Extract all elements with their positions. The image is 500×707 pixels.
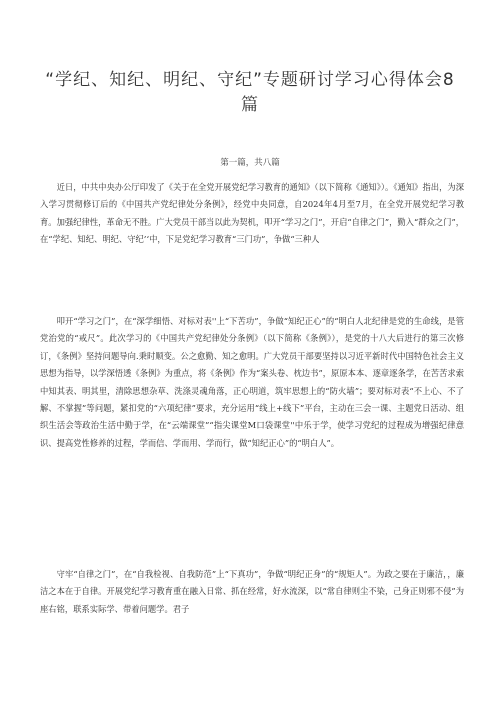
paragraph-intro: 近日，中共中央办公厅印发了《关于在全党开展党纪学习教育的通知》（以下简称《通知》）。《通知》指出，为深入学习贯彻修订后的《中国共产党纪律处分条例》，经党中央同意，自2024年4月至7月，在全党开展党纪学习教育。加强纪律性，革命无不胜。广大党员干部当以此为契机，叩开“学习之门”，开启“自律之门”，勤入“群众之门”，在“学纪、知纪、明纪、守纪’‘中，下足党纪学习教育“三门功”，争做“三种人 — [40, 182, 464, 245]
paragraph-self-discipline-gate: 守牢“自律之门”，在“自我检视、自我防范”上“下真功”，争做“明纪正身”的“规矩人”。为政之要在于廉洁，，廉洁之本在于自律。开展党纪学习教育重在融入日常、抓在经常，好水流深，以“常自律则尘不染，己身正则邪不侵”为座右铭，联系实际学、带着问题学。君子 — [40, 569, 464, 614]
paragraph-study-gate: 叩开“学习之门”，在“深学细悟、对标对表''上“下苦功”，争做“知纪正心”的“明白人北纪律是党的生命线，是管党治党的“戒尺”。此次学习的《中国共产党纪律处分条例》（以下简称《条例》），是党的十八大后进行的第三次修订，《条例》坚持问题导向.秉时顺变。公之愈勤、知之愈明。广大党员干部要坚持以习近平新时代中国特色社会主义思想为指导，以学深悟透《条例》为重点，将《条例》作为“案头卷、枕边书”，原原本本、逐章逐条学，在苦苦求索中知其表、明其里，清除思想杂草、洗涤灵魂角落，正心明道，筑牢思想上的“防火墙”；要对标对表“不上心、不了解、不掌握”等问题，紧扣党的“六项纪律”要求，充分运用“线上+线下”平台，主动在三会一课、主题党日活动、组织生活会等政治生活中勤于学，在“云端课堂”“指尖课堂M口袋课堂''中乐于学，使学习党纪的过程成为增强纪律意识、提高党性修养的过程，学而信、学而用、学而行，做“知纪正心”的“明白人”。 — [40, 316, 464, 448]
document-title: “学纪、知纪、明纪、守纪”专题研讨学习心得体会8篇 — [45, 70, 455, 115]
section-subtitle: 第一篇，共八篇 — [220, 158, 280, 168]
